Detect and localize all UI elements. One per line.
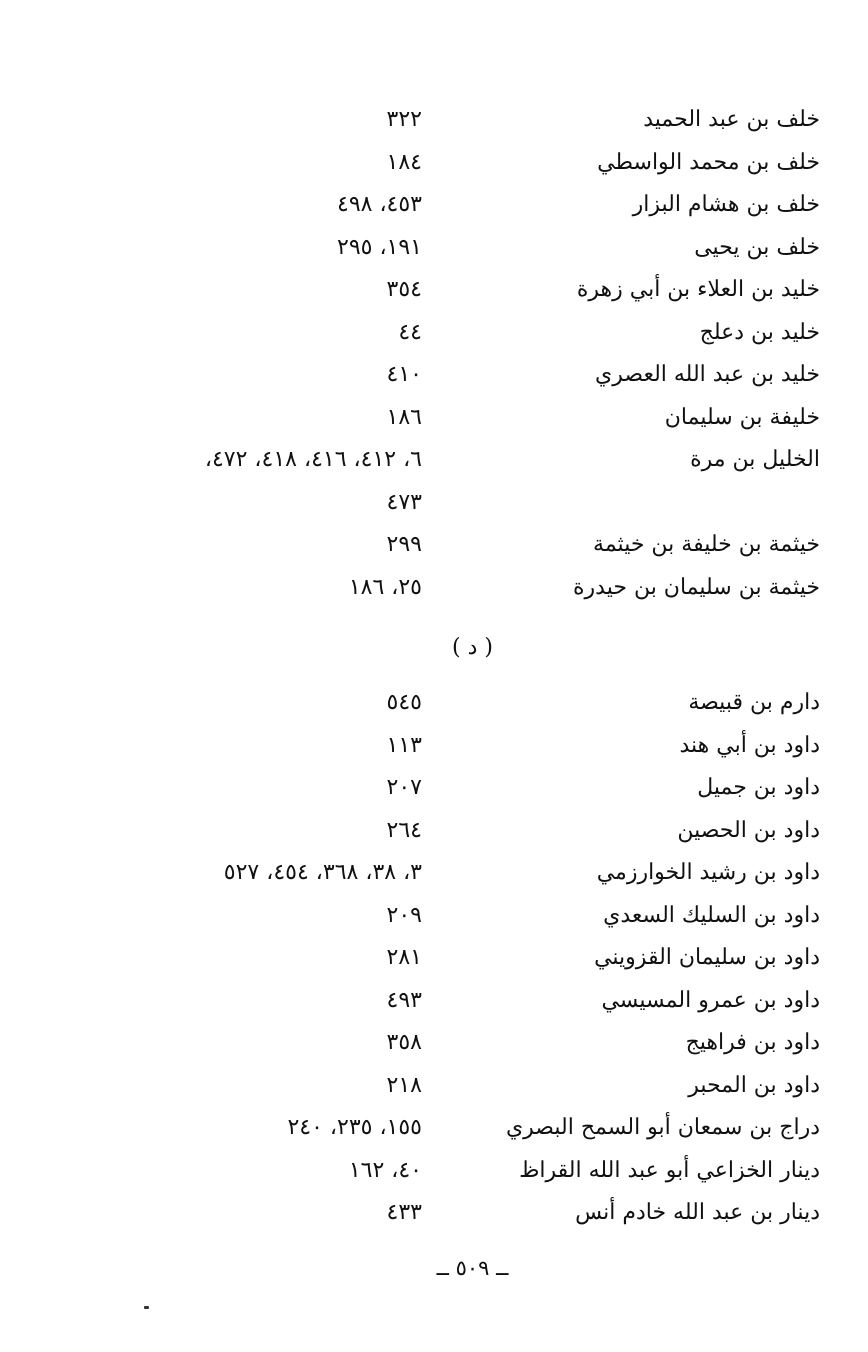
- entry-name: دارم بن قبيصة: [688, 690, 820, 715]
- entry-name: خلف بن يحيى: [694, 234, 820, 260]
- section-heading-dal: ( د ): [452, 635, 493, 660]
- index-entry: [0, 767, 868, 809]
- entry-page-numbers: ٤٠، ١٦٢: [348, 1157, 422, 1183]
- index-entry: [0, 725, 868, 767]
- entry-name: دراج بن سمعان أبو السمح البصري: [505, 1115, 820, 1140]
- entry-page-numbers: ٢٥، ١٨٦: [348, 574, 422, 600]
- entry-name: داود بن سليمان القزويني: [594, 945, 820, 970]
- entry-page-numbers: ٣٢٢: [386, 107, 422, 132]
- entry-name: خليد بن العلاء بن أبي زهرة: [576, 277, 820, 302]
- entry-page-numbers: ١٩١، ٢٩٥: [337, 234, 422, 260]
- index-entry: [0, 439, 868, 481]
- entry-page-numbers: ٢٠٧: [386, 775, 422, 800]
- index-entry: [0, 1065, 868, 1107]
- entry-page-numbers: ٣٥٨: [386, 1030, 422, 1055]
- entry-name: داود بن الحصين: [677, 817, 820, 843]
- entry-page-numbers: ١٨٤: [386, 149, 422, 175]
- entry-page-numbers: ٢٠٩: [386, 902, 422, 928]
- index-entry: [0, 397, 868, 439]
- entry-page-numbers: ٤٣٣: [386, 1200, 422, 1225]
- entry-page-numbers: ١٥٥، ٢٣٥، ٢٤٠: [287, 1115, 422, 1140]
- stray-mark: [144, 1306, 149, 1309]
- entry-name: داود بن فراهيج: [685, 1030, 820, 1055]
- entry-name: داود بن أبي هند: [679, 732, 820, 758]
- entry-name: خيثمة بن خليفة بن خيثمة: [593, 532, 820, 557]
- index-entry: [0, 142, 868, 184]
- entry-name: داود بن المحبر: [688, 1072, 820, 1098]
- entry-name: خلف بن محمد الواسطي: [597, 149, 820, 175]
- entry-name: خلف بن عبد الحميد: [643, 107, 820, 132]
- entry-page-numbers: ٤٩٣: [386, 987, 422, 1013]
- entry-page-numbers: ٦، ٤١٢، ٤١٦، ٤١٨، ٤٧٢،: [204, 447, 422, 472]
- index-entry: [0, 1150, 868, 1192]
- index-entry: [0, 810, 868, 852]
- entry-page-numbers: ٢٦٤: [386, 817, 422, 843]
- index-entry: [0, 312, 868, 354]
- page-number: ــ ٥٠٩ ــ: [436, 1256, 509, 1280]
- entry-name: دينار بن عبد الله خادم أنس: [575, 1200, 820, 1225]
- entry-page-numbers: ٢١٨: [386, 1072, 422, 1098]
- index-entry: [0, 682, 868, 724]
- entry-name: خليد بن دعلج: [699, 319, 820, 345]
- index-entry: [0, 567, 868, 609]
- entry-name: خيثمة بن سليمان بن حيدرة: [573, 574, 820, 600]
- index-entry: [0, 269, 868, 311]
- index-entry: [0, 482, 868, 524]
- entry-page-numbers: ٤٥٣، ٤٩٨: [337, 192, 422, 217]
- index-entry: [0, 184, 868, 226]
- index-entry: [0, 227, 868, 269]
- entry-name: خلف بن هشام البزار: [632, 192, 820, 217]
- entry-page-numbers: ٤٧٣: [386, 489, 422, 515]
- entry-page-numbers: ١٨٦: [386, 404, 422, 430]
- entry-name: دينار الخزاعي أبو عبد الله القراظ: [519, 1157, 820, 1183]
- index-entry: [0, 1022, 868, 1064]
- index-entry: [0, 1192, 868, 1234]
- entry-page-numbers: ٤٤: [398, 319, 422, 345]
- entry-page-numbers: ٢٨١: [386, 945, 422, 970]
- entry-name: خليفة بن سليمان: [664, 404, 820, 430]
- entry-page-numbers: ٣٥٤: [386, 277, 422, 302]
- index-entry: [0, 937, 868, 979]
- index-entry: [0, 895, 868, 937]
- entry-name: الخليل بن مرة: [690, 447, 820, 472]
- index-entry: [0, 1107, 868, 1149]
- entry-page-numbers: ٤١٠: [386, 362, 422, 387]
- entry-page-numbers: ١١٣: [386, 732, 422, 758]
- index-entry: [0, 524, 868, 566]
- entry-name: خليد بن عبد الله العصري: [595, 362, 820, 387]
- entry-name: داود بن جميل: [697, 775, 820, 800]
- entry-page-numbers: ٢٩٩: [386, 532, 422, 557]
- entry-name: داود بن السليك السعدي: [603, 902, 820, 928]
- index-entry: [0, 354, 868, 396]
- index-entry: [0, 99, 868, 141]
- entry-page-numbers: ٣، ٣٨، ٣٦٨، ٤٥٤، ٥٢٧: [223, 860, 422, 885]
- index-entry: [0, 980, 868, 1022]
- entry-page-numbers: ٥٤٥: [386, 690, 422, 715]
- index-entry: [0, 852, 868, 894]
- entry-name: داود بن رشيد الخوارزمي: [596, 860, 820, 885]
- entry-name: داود بن عمرو المسيسي: [601, 987, 820, 1013]
